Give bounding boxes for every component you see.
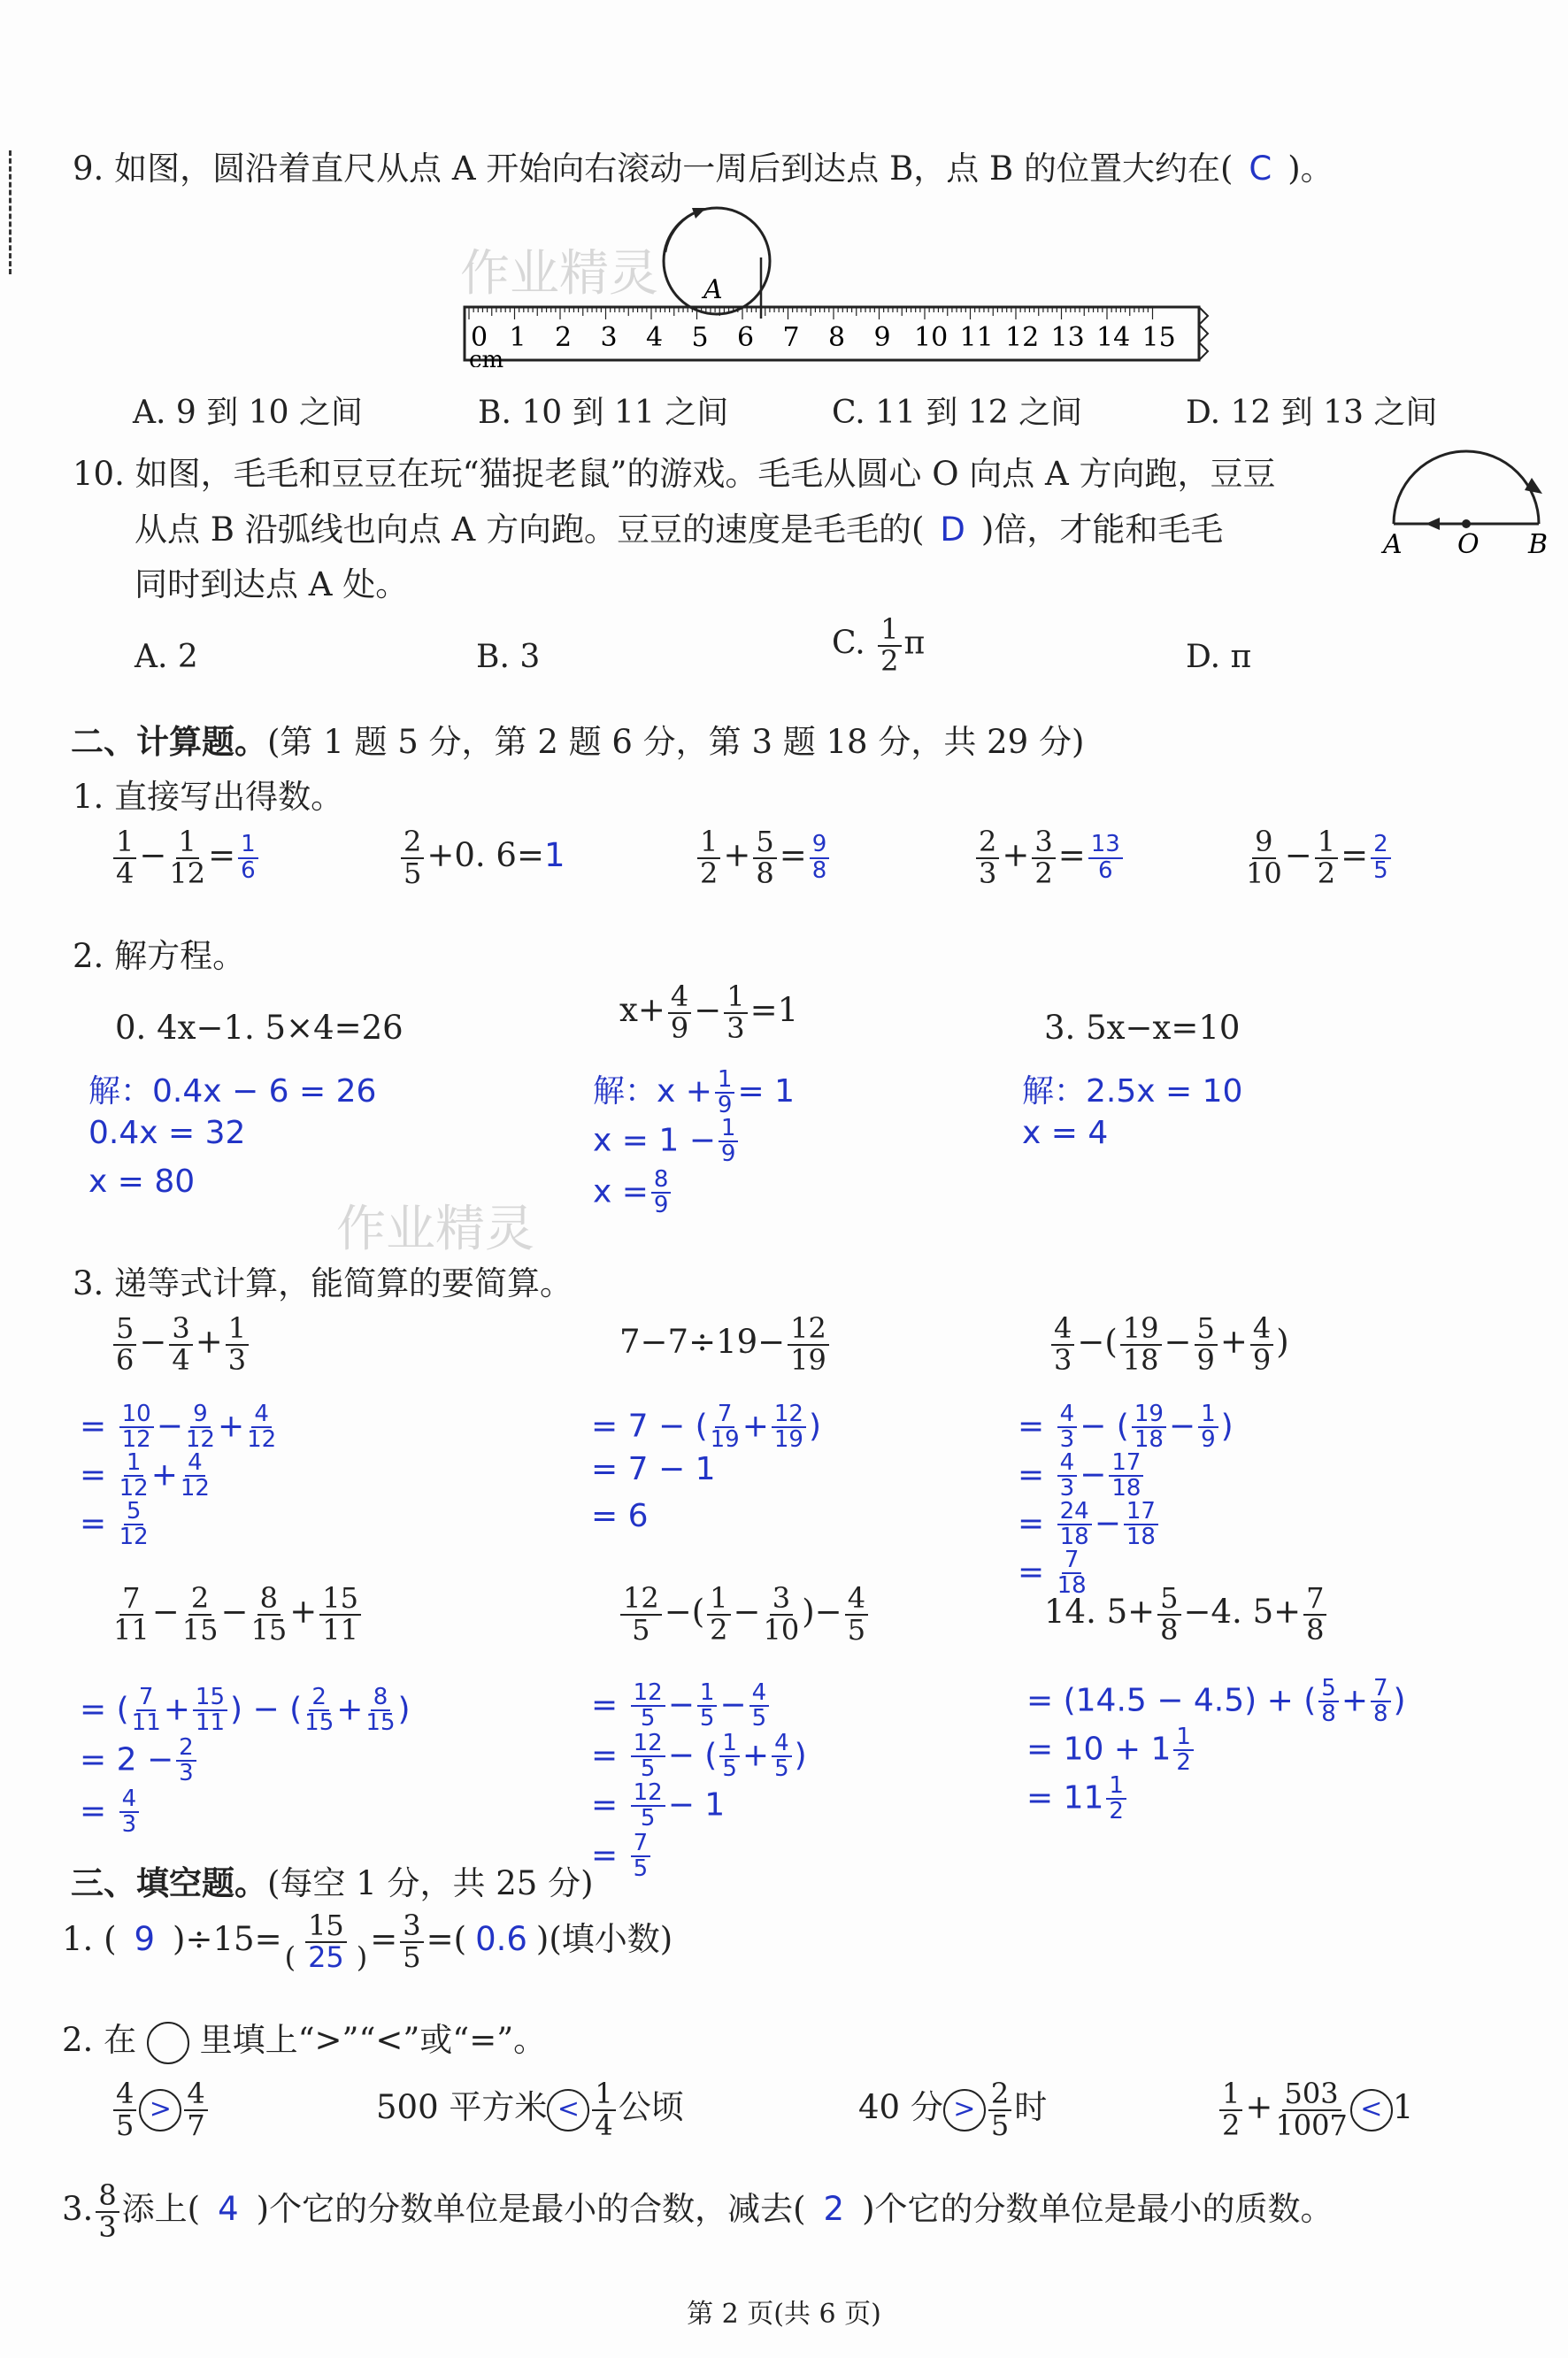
empty-circle-icon <box>147 2022 189 2064</box>
c3-step4: = $\frac{7}{18}$ <box>1018 1547 1087 1600</box>
semicircle-diagram <box>1376 442 1562 557</box>
calc-item-2: $\frac{2}{5}$ +0. 6=1 <box>398 827 565 888</box>
eq2-step2: x = 1 − $\frac{1}{9}$ <box>593 1117 741 1167</box>
q9-text: 9. 如图，圆沿着直尺从点 A 开始向右滚动一周后到达点 B，点 B 的位置大约在( C )。 <box>73 150 1334 188</box>
label-b: B <box>1528 529 1549 557</box>
section2-heading: 二、计算题。(第 1 题 5 分，第 2 题 6 分，第 3 题 18 分，共 29 分) <box>71 722 1085 761</box>
c6-step1: = (14.5 − 4.5) + ( $\frac{5}{8}$ + $\frac{7}{8}$ ) <box>1026 1675 1406 1728</box>
compare-3: 40 分 > $\frac{2}{5}$ 时 <box>858 2077 1048 2142</box>
ruler-tick-label: 2 <box>555 322 573 353</box>
eq2-question: x+ $\frac{4}{9}$ − $\frac{1}{3}$ =1 <box>619 979 799 1045</box>
ruler-tick-label: 15 <box>1141 322 1176 353</box>
c2-step2: = 7 − 1 <box>591 1451 716 1487</box>
ruler-tick-label: 9 <box>873 322 891 353</box>
q10-option-b: B. 3 <box>476 639 541 675</box>
ruler-tick-label: 4 <box>646 322 664 353</box>
c2-step3: = 6 <box>591 1498 649 1534</box>
c4-step3: = $\frac{4}{3}$ <box>80 1787 142 1838</box>
c3-step2: = $\frac{4}{3}$ − $\frac{17}{18}$ <box>1018 1451 1146 1502</box>
c6-question: 14. 5+ $\frac{5}{8}$ −4. 5+ $\frac{7}{8}$ <box>1044 1584 1329 1645</box>
c3-step3: = $\frac{24}{18}$ − $\frac{17}{18}$ <box>1018 1500 1161 1550</box>
binding-margin <box>0 150 12 274</box>
c5-step1: = $\frac{12}{5}$ − $\frac{1}{5}$ − $\frac{4}{5}$ <box>591 1681 772 1732</box>
compare-circle-3: > <box>943 2089 986 2131</box>
fill-1: 1. ( 9 )÷15= $\frac{15}{( 25 )}$ = $\frac{3}{5}$ =( 0.6 )(填小数) <box>62 1909 673 1974</box>
c3-step1: = $\frac{4}{3}$ − ( $\frac{19}{18}$ − $\frac{1}{9}$ ) <box>1018 1401 1234 1454</box>
eq1-step3: x = 80 <box>88 1164 196 1200</box>
c2-step1: = 7 − ( $\frac{7}{19}$ + $\frac{12}{19}$ ) <box>591 1401 822 1454</box>
watermark-2: 作业精灵 <box>336 1201 534 1258</box>
watermark: 作业精灵 <box>460 245 658 303</box>
calc-item-1: $\frac{1}{4}$ − $\frac{1}{12}$ = $\frac{1}{6}$ <box>111 827 261 888</box>
ruler-tick-label: 12 <box>1005 322 1040 353</box>
fill-3: 3. $\frac{8}{3}$ 添上( 4 )个它的分数单位是最小的合数，减去( 2 )个它的分数单位是最小的质数。 <box>62 2178 1334 2244</box>
q10-answer: D <box>940 511 965 549</box>
eq3-step2: x = 4 <box>1022 1115 1109 1151</box>
q10-line1: 10. 如图，毛毛和豆豆在玩“猫捉老鼠”的游戏。毛毛从圆心 O 向点 A 方向跑，豆豆 <box>73 455 1276 493</box>
c1-question: $\frac{5}{6}$ − $\frac{3}{4}$ + $\frac{1}{3}$ <box>111 1314 251 1375</box>
label-o: O <box>1457 529 1480 557</box>
q9-option-d: D. 12 到 13 之间 <box>1186 395 1438 431</box>
c1-step3: = $\frac{5}{12}$ <box>80 1498 149 1551</box>
q9-option-c: C. 11 到 12 之间 <box>832 395 1083 431</box>
ruler-tick-label: 0 <box>471 322 488 353</box>
fill-2-instruction: 2. 在 里填上“>”“<”或“=”。 <box>62 2013 546 2064</box>
ruler-tick-label: 3 <box>600 322 618 353</box>
ruler-unit: cm <box>469 347 504 367</box>
q9-option-a: A. 9 到 10 之间 <box>133 395 363 431</box>
c2-question: 7−7÷19− $\frac{12}{19}$ <box>619 1314 832 1375</box>
eq1-step1: 解：0.4x − 6 = 26 <box>88 1073 377 1110</box>
q9-option-b: B. 10 到 11 之间 <box>478 395 729 431</box>
ruler-tick-label: 5 <box>691 322 709 353</box>
compare-4: $\frac{1}{2}$ + $\frac{503}{1007}$ < 1 <box>1217 2079 1413 2140</box>
c6-step2: = 10 + 1 $\frac{1}{2}$ <box>1026 1725 1196 1776</box>
compare-circle-2: < <box>547 2089 589 2131</box>
section3-heading: 三、填空题。(每空 1 分，共 25 分) <box>71 1863 594 1902</box>
q10-line2: 从点 B 沿弧线也向点 A 方向跑。豆豆的速度是毛毛的( D )倍，才能和毛毛 <box>135 511 1224 549</box>
ruler-tick-label: 13 <box>1050 322 1085 353</box>
page-footer: 第 2 页(共 6 页) <box>687 2299 881 2330</box>
ruler-tick-label: 8 <box>828 322 846 353</box>
q10-option-c: C. $\frac{1}{2}$ π <box>832 612 926 678</box>
compare-1: $\frac{4}{5}$ > $\frac{4}{7}$ <box>111 2079 211 2140</box>
eq3-question: 3. 5x−x=10 <box>1044 1009 1241 1047</box>
ruler-tick-label: 14 <box>1096 322 1131 353</box>
ruler-tick-label: 11 <box>959 322 994 353</box>
calc-item-3: $\frac{1}{2}$ + $\frac{5}{8}$ = $\frac{9}{8}$ <box>695 827 832 888</box>
c6-step3: = 11 $\frac{1}{2}$ <box>1026 1774 1129 1824</box>
eq1-step2: 0.4x = 32 <box>88 1115 246 1151</box>
arc-path <box>1394 451 1539 524</box>
eq1-question: 0. 4x−1. 5×4=26 <box>115 1009 404 1047</box>
c3-question: $\frac{4}{3}$ −( $\frac{19}{18}$ − $\frac{5}{9}$ + $\frac{4}{9}$ ) <box>1049 1314 1289 1375</box>
q10-line3: 同时到达点 A 处。 <box>135 565 409 603</box>
q10-option-d: D. π <box>1186 639 1252 675</box>
c4-question: $\frac{7}{11}$ − $\frac{2}{15}$ − $\frac{8}{15}$ + $\frac{15}{11}$ <box>111 1584 364 1645</box>
label-a: A <box>1383 529 1403 557</box>
c5-step3: = $\frac{12}{5}$ − 1 <box>591 1779 726 1832</box>
compare-2: 500 平方米 < $\frac{1}{4}$ 公顷 <box>376 2077 684 2142</box>
c1-step1: = $\frac{10}{12}$ − $\frac{9}{12}$ + $\frac{4}{12}$ <box>80 1401 277 1454</box>
calc-item-4: $\frac{2}{3}$ + $\frac{3}{2}$ = $\frac{13}{6}$ <box>973 827 1126 888</box>
q10-option-a: A. 2 <box>135 639 198 675</box>
c1-step2: = $\frac{1}{12}$ + $\frac{4}{12}$ <box>80 1449 210 1502</box>
s2-p3-title: 3. 递等式计算，能简算的要简算。 <box>73 1264 573 1302</box>
ruler-tick-label: 6 <box>737 322 755 353</box>
q9-answer: C <box>1249 150 1272 188</box>
eq2-step3: x = $\frac{8}{9}$ <box>593 1168 673 1218</box>
c5-question: $\frac{12}{5}$ −( $\frac{1}{2}$ − $\frac{3}{10}$ )− $\frac{4}{5}$ <box>618 1584 871 1645</box>
c5-step4: = $\frac{7}{5}$ <box>591 1832 653 1882</box>
compare-circle-1: > <box>139 2089 181 2131</box>
c4-step1: = ( $\frac{7}{11}$ + $\frac{15}{11}$ ) − ( $\frac{2}{15}$ + $\frac{8}{15}$ ) <box>80 1684 411 1737</box>
point-a-label: A <box>703 274 723 305</box>
ruler-tick-label: 10 <box>914 322 949 353</box>
eq2-step1: 解：x + $\frac{1}{9}$ = 1 <box>593 1065 795 1118</box>
ruler-tick-label: 1 <box>509 322 527 353</box>
eq3-step1: 解：2.5x = 10 <box>1022 1073 1243 1110</box>
ruler-ticks <box>469 307 1176 353</box>
calc-item-5: $\frac{9}{10}$ − $\frac{1}{2}$ = $\frac{2}{5}$ <box>1243 827 1394 888</box>
s2-p1-title: 1. 直接写出得数。 <box>73 778 344 816</box>
ruler-tick-label: 7 <box>782 322 800 353</box>
s2-p2-title: 2. 解方程。 <box>73 937 246 975</box>
c5-step2: = $\frac{12}{5}$ − ( $\frac{1}{5}$ + $\frac{4}{5}$ ) <box>591 1730 807 1783</box>
compare-circle-4: < <box>1350 2089 1393 2131</box>
c4-step2: = 2 − $\frac{2}{3}$ <box>80 1736 199 1786</box>
